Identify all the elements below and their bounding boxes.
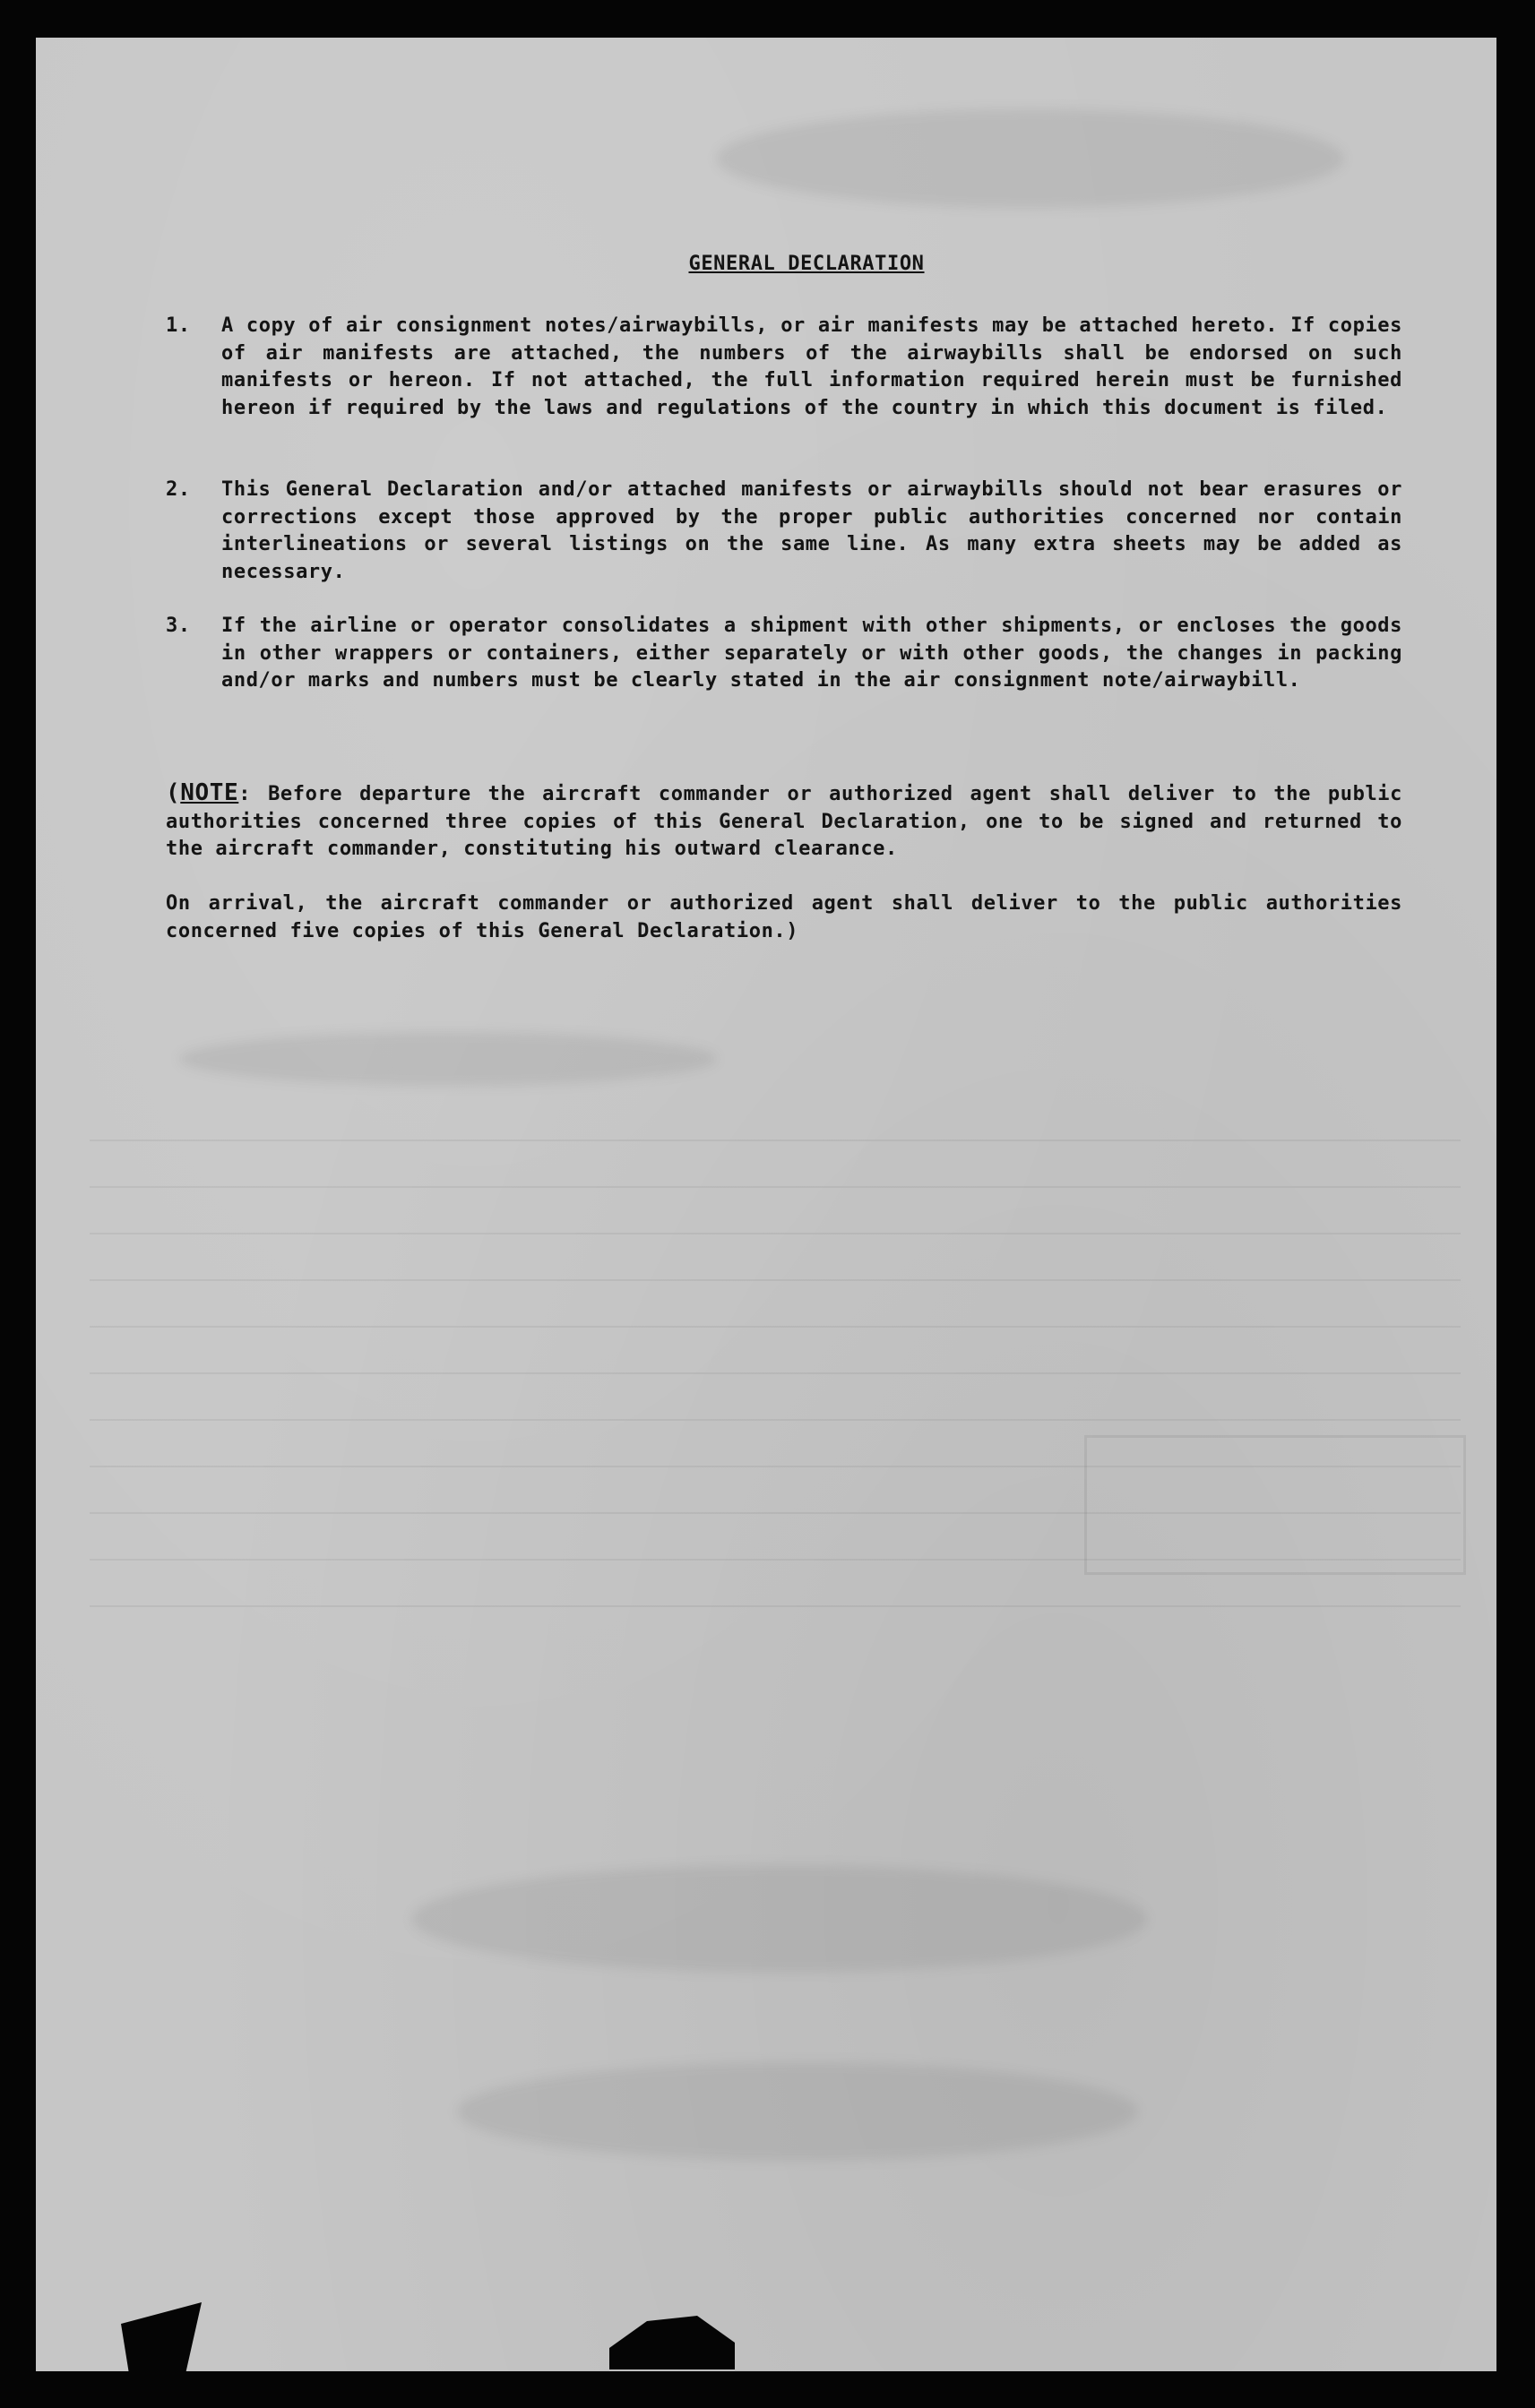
list-item xyxy=(166,313,1402,422)
item-text: This General Declaration and/or attached manifests or airwaybills should not bear erasures or corrections except those approved by the proper public authorities concerned nor contain interlineations or several listings on the same line. As many extra sheets may be added as necessary. xyxy=(221,478,1402,583)
page-title: GENERAL DECLARATION xyxy=(688,253,925,275)
item-text: If the airline or operator consolidates a shipment with other shipments, or encloses the goods in other wrappers or containers, either separately or with other goods, the changes in packing and/or marks and numbers must be clearly stated in the air consignment note/airwaybill. xyxy=(221,615,1402,692)
note-open-paren: ( xyxy=(166,779,181,806)
document-page xyxy=(36,38,1496,2371)
item-number: 2. xyxy=(166,478,191,501)
list-item xyxy=(166,613,1402,695)
bleed-through-smudge xyxy=(457,2062,1138,2161)
note-label: NOTE xyxy=(180,779,239,806)
bleed-through-box xyxy=(1084,1435,1466,1575)
note-paragraph xyxy=(166,779,1402,864)
bleed-through-smudge xyxy=(717,109,1344,208)
bleed-through-smudge xyxy=(179,1032,717,1086)
note-paragraph-arrival: On arrival, the aircraft commander or authorized agent shall deliver to the public authorities concerned five copies of this General Declaration.) xyxy=(166,892,1402,942)
bleed-through-smudge xyxy=(412,1865,1147,1973)
item-number: 3. xyxy=(166,615,191,637)
item-text: A copy of air consignment notes/airwaybills, or air manifests may be attached hereto. If copies of air manifests are attached, the numbers of the airwaybills shall be endorsed on such manifests or hereon. If not attached, the full information required herein must be furnished hereon if required by the laws and regulations of the country in which this document is filed. xyxy=(221,314,1402,419)
list-item xyxy=(166,477,1402,586)
item-number: 1. xyxy=(166,314,191,337)
note-text: : Before departure the aircraft commander or authorized agent shall deliver to the public authorities concerned three copies of this General Declaration, one to be signed and returned to the aircraft commander, constituting his outward clearance. xyxy=(166,783,1402,860)
